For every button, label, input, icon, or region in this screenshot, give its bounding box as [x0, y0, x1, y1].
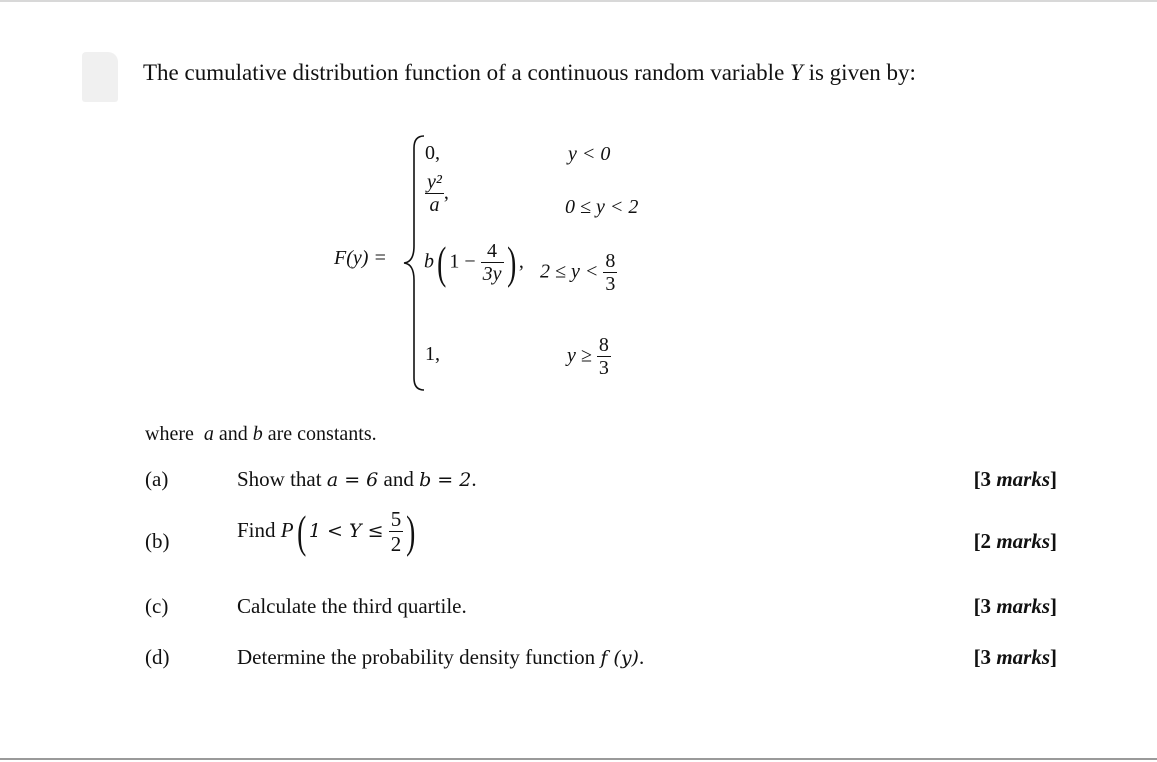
fraction-8-over-3-b: $\frac{8}{3}$	[598, 334, 609, 379]
intro-text: The cumulative distribution function of a continuous random variable	[143, 60, 785, 85]
part-d-marks: [3 marks]	[973, 645, 1057, 669]
part-b-text: Find P( 1 < Y ≤ $\frac{5}{2}$ )	[237, 506, 416, 558]
page-tab-marker	[82, 52, 118, 102]
constants-note: where a and b are constants.	[145, 423, 377, 445]
fraction-5-over-2: $\frac{5}{2}$	[390, 507, 402, 557]
part-c-marks: [3 marks]	[973, 594, 1057, 618]
question-intro	[143, 60, 916, 86]
part-d-label: (d)	[145, 645, 170, 669]
case-4-condition: y ≥ $\frac{8}{3}$	[567, 334, 609, 379]
case-1-condition: y < 0	[568, 143, 611, 165]
fraction-8-over-3: $\frac{8}{3}$	[605, 250, 616, 295]
intro-variable: Y	[790, 60, 803, 85]
top-border	[0, 0, 1157, 2]
case-2-condition: 0 ≤ y < 2	[565, 196, 639, 218]
left-brace	[400, 134, 426, 392]
case-2-expression: $\frac{\text{y²}}{a}$ ,	[427, 171, 449, 216]
function-lhs: F(y) =	[334, 247, 387, 269]
part-a-text: Show that a = 6 and b = 2.	[237, 467, 477, 491]
intro-text-end: is given by:	[802, 60, 916, 85]
part-c-label: (c)	[145, 594, 169, 618]
part-d-text: Determine the probability density function f (y).	[237, 645, 645, 669]
part-a-marks: [3 marks]	[973, 467, 1057, 491]
case-3-expression: b( 1 − $\frac{4}{3y}$ ) ,	[424, 237, 524, 288]
fraction-4-over-3y: $\frac{4}{3y}$	[482, 240, 502, 285]
part-b-label: (b)	[145, 529, 170, 553]
case-1-expression: 0,	[425, 142, 440, 164]
part-a-label: (a)	[145, 467, 169, 491]
case-3-condition: 2 ≤ y < $\frac{8}{3}$	[540, 250, 616, 295]
part-c-text: Calculate the third quartile.	[237, 594, 467, 618]
case-4-expression: 1,	[425, 343, 440, 365]
bottom-border	[0, 758, 1157, 760]
part-b-marks: [2 marks]	[973, 529, 1057, 553]
fraction-y2-over-a: $\frac{\text{y²}}{a}$	[427, 171, 442, 216]
